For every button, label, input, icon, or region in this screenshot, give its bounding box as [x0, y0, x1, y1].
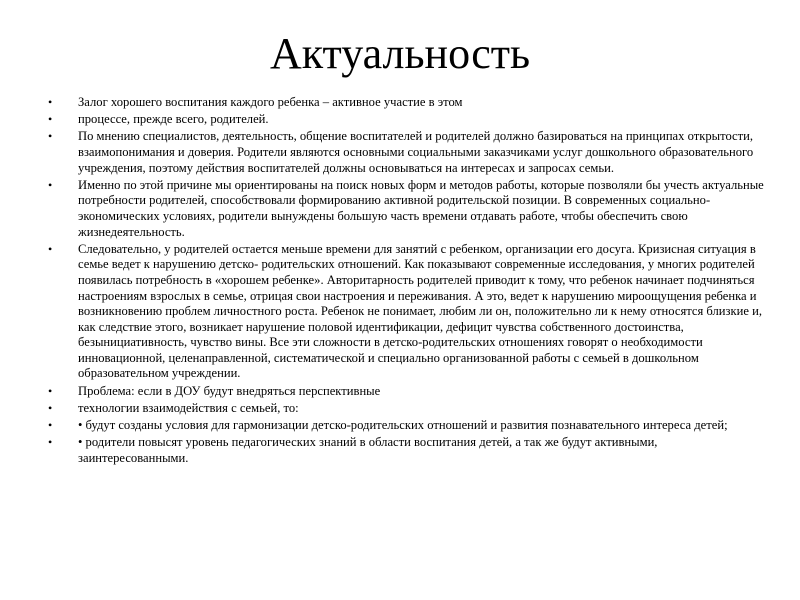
bullet-item [40, 401, 765, 417]
bullet-text: • будут созданы условия для гармонизации детско-родительских отношений и развития познавательного интереса детей; [78, 418, 728, 433]
bullet-icon: • [48, 112, 53, 127]
bullet-list [40, 95, 765, 468]
bullet-icon: • [48, 400, 53, 415]
bullet-item [40, 242, 765, 382]
bullet-icon: • [48, 95, 53, 109]
slide-title: Актуальность [269, 29, 531, 78]
bullet-text: Следовательно, у родителей остается меньше времени для занятий с ребенком, организации его досуга. Кризисная ситуация в семье ведет к нарушению детско- родительских отношений. Как показывают современные исследования, у многих родителей появилась потребность в «хорошем ребенке». Авторитарность родителей приводит к тому, что ребенок начинает подчиняться настроениям взрослых в семье, отрицая свои настроения и переживания. А это, ведет к нарушению мироощущения ребенка и возникновению проблем личностного роста. Ребенок не понимает, любим ли он, положительно ли к нему относятся близкие и, как следствие этого, возникает нарушение половой идентификации, дефицит чувства собственного достоинства, безынициативность, чувство вины. Все эти сложности в детско-родительских отношениях говорят о необходимости инновационной, целенаправленной, систематической и специально организованной работы с семьей в дошкольном образовательном учреждении. [78, 241, 762, 381]
bullet-text: процессе, прежде всего, родителей. [78, 112, 269, 127]
bullet-icon: • [48, 435, 53, 450]
bullet-icon: • [48, 383, 53, 398]
bullet-text: По мнению специалистов, деятельность, общение воспитателей и родителей должно базироваться на принципах открытости, взаимопонимания и доверия. Родители являются основными социальными заказчиками услуг дошкольного образовательного учреждения, поэтому действия воспитателей должны основываться на интересах и запросах семьи. [78, 129, 754, 175]
bullet-item [40, 384, 765, 400]
bullet-icon: • [48, 418, 53, 433]
bullet-text: Залог хорошего воспитания каждого ребенка – активное участие в этом [78, 95, 463, 109]
bullet-item [40, 129, 765, 176]
bullet-text: Именно по этой причине мы ориентированы на поиск новых форм и методов работы, которые позволяли бы учесть актуальные потребности родителей, способствовали формированию активной родительской позиции. В современных социально-экономических условиях, родители вынуждены большую часть времени отдавать работе, чтобы обеспечить свою жизнедеятельность. [78, 177, 764, 239]
bullet-item [40, 435, 765, 466]
bullet-item [40, 178, 765, 240]
bullet-item [40, 95, 765, 111]
bullet-icon: • [48, 241, 53, 256]
bullet-text: • родители повысят уровень педагогических знаний в области воспитания детей, а так же будут активными, заинтересованными. [78, 435, 658, 465]
bullet-text: Проблема: если в ДОУ будут внедряться перспективные [78, 383, 381, 398]
bullet-item [40, 112, 765, 128]
bullet-item [40, 418, 765, 434]
bullet-icon: • [48, 129, 53, 144]
bullet-text: технологии взаимодействия с семьей, то: [78, 400, 299, 415]
bullet-icon: • [48, 177, 53, 192]
